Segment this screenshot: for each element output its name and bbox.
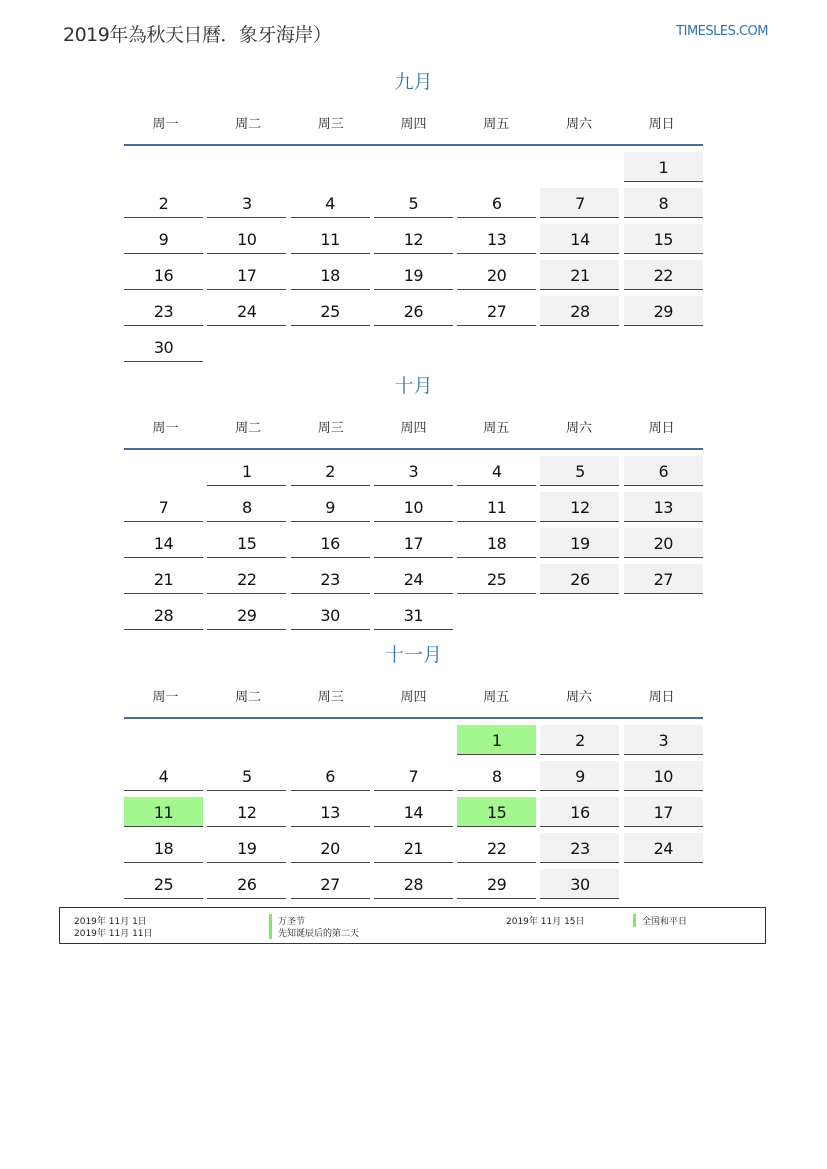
day-cell: 16 — [124, 260, 203, 290]
holiday-day-cell: 1 — [457, 725, 536, 755]
day-cell: 30 — [124, 332, 203, 362]
weekend-day-cell: 24 — [624, 833, 703, 863]
day-cell: 12 — [207, 797, 286, 827]
day-cell: 1 — [207, 456, 286, 486]
weekend-day-cell: 15 — [624, 224, 703, 254]
legend-date: 2019年 11月 1日 — [74, 917, 147, 927]
weekend-day-cell: 26 — [540, 564, 619, 594]
empty-day-cell — [457, 600, 536, 630]
weekday-header-row — [124, 404, 703, 450]
day-cell: 29 — [457, 869, 536, 899]
day-cell: 25 — [291, 296, 370, 326]
weekday-label: 周五 — [483, 420, 510, 436]
day-cell: 13 — [291, 797, 370, 827]
day-cell: 27 — [291, 869, 370, 899]
week-row — [124, 598, 703, 634]
weekday-label: 周六 — [565, 420, 592, 436]
day-cell: 18 — [124, 833, 203, 863]
empty-day-cell — [540, 332, 619, 362]
weekend-day-cell: 8 — [624, 188, 703, 218]
weeks — [124, 723, 703, 903]
empty-day-cell — [207, 332, 286, 362]
empty-day-cell — [207, 152, 286, 182]
day-cell: 15 — [207, 528, 286, 558]
day-cell: 31 — [374, 600, 453, 630]
month-block — [124, 374, 703, 634]
legend-date: 2019年 11月 11日 — [74, 929, 153, 939]
weekend-day-cell: 22 — [624, 260, 703, 290]
weekend-day-cell: 14 — [540, 224, 619, 254]
empty-day-cell — [291, 725, 370, 755]
weekday-label: 周二 — [235, 689, 262, 705]
weekend-day-cell: 30 — [540, 869, 619, 899]
legend-date: 2019年 11月 15日 — [506, 917, 585, 927]
weekend-day-cell: 28 — [540, 296, 619, 326]
weekend-day-cell: 1 — [624, 152, 703, 182]
day-cell: 9 — [291, 492, 370, 522]
day-cell: 25 — [457, 564, 536, 594]
week-row — [124, 186, 703, 222]
day-cell: 12 — [374, 224, 453, 254]
day-cell: 8 — [207, 492, 286, 522]
weekend-day-cell: 7 — [540, 188, 619, 218]
empty-day-cell — [291, 152, 370, 182]
day-cell: 21 — [124, 564, 203, 594]
week-row — [124, 723, 703, 759]
day-cell: 7 — [374, 761, 453, 791]
month-block — [124, 643, 703, 903]
legend-holiday-name: 万圣节 — [269, 914, 305, 927]
day-cell: 23 — [124, 296, 203, 326]
site-link[interactable]: TIMESLES.COM — [676, 24, 768, 39]
day-cell: 10 — [207, 224, 286, 254]
weekend-day-cell: 5 — [540, 456, 619, 486]
day-cell: 4 — [291, 188, 370, 218]
day-cell: 18 — [291, 260, 370, 290]
weekday-label: 周五 — [483, 116, 510, 132]
day-cell: 26 — [374, 296, 453, 326]
empty-day-cell — [374, 152, 453, 182]
weekday-label: 周日 — [648, 689, 675, 705]
month-title: 九月 — [394, 71, 433, 93]
day-cell: 19 — [374, 260, 453, 290]
weekday-label: 周一 — [152, 420, 179, 436]
day-cell: 27 — [457, 296, 536, 326]
empty-day-cell — [374, 332, 453, 362]
week-row — [124, 795, 703, 831]
empty-day-cell — [540, 152, 619, 182]
weekday-label: 周日 — [648, 420, 675, 436]
month-title: 十月 — [394, 375, 433, 397]
week-row — [124, 454, 703, 490]
day-cell: 29 — [207, 600, 286, 630]
day-cell: 28 — [124, 600, 203, 630]
day-cell: 4 — [457, 456, 536, 486]
weekend-day-cell: 12 — [540, 492, 619, 522]
day-cell: 18 — [457, 528, 536, 558]
day-cell: 9 — [124, 224, 203, 254]
day-cell: 24 — [207, 296, 286, 326]
day-cell: 24 — [374, 564, 453, 594]
day-cell: 16 — [291, 528, 370, 558]
weekday-header-row — [124, 100, 703, 146]
week-row — [124, 258, 703, 294]
weekend-day-cell: 29 — [624, 296, 703, 326]
empty-day-cell — [540, 600, 619, 630]
week-row — [124, 526, 703, 562]
holiday-day-cell: 15 — [457, 797, 536, 827]
weekend-day-cell: 21 — [540, 260, 619, 290]
weekday-label: 周四 — [400, 116, 427, 132]
day-cell: 14 — [374, 797, 453, 827]
empty-day-cell — [124, 152, 203, 182]
empty-day-cell — [457, 332, 536, 362]
day-cell: 22 — [207, 564, 286, 594]
weekend-day-cell: 10 — [624, 761, 703, 791]
weekend-day-cell: 16 — [540, 797, 619, 827]
day-cell: 5 — [374, 188, 453, 218]
empty-day-cell — [457, 152, 536, 182]
empty-day-cell — [291, 332, 370, 362]
weekday-label: 周五 — [483, 689, 510, 705]
month-title: 十一月 — [384, 644, 442, 666]
day-cell: 6 — [457, 188, 536, 218]
day-cell: 30 — [291, 600, 370, 630]
weekday-label: 周三 — [317, 116, 344, 132]
week-row — [124, 867, 703, 903]
day-cell: 28 — [374, 869, 453, 899]
empty-day-cell — [124, 725, 203, 755]
day-cell: 11 — [457, 492, 536, 522]
month-block — [124, 70, 703, 366]
day-cell: 23 — [291, 564, 370, 594]
week-row — [124, 222, 703, 258]
empty-day-cell — [624, 600, 703, 630]
empty-day-cell — [624, 332, 703, 362]
day-cell: 26 — [207, 869, 286, 899]
week-row — [124, 294, 703, 330]
day-cell: 11 — [291, 224, 370, 254]
weekday-label: 周三 — [317, 689, 344, 705]
day-cell: 2 — [124, 188, 203, 218]
day-cell: 3 — [207, 188, 286, 218]
empty-day-cell — [207, 725, 286, 755]
week-row — [124, 759, 703, 795]
legend-holiday-name: 全国和平日 — [633, 914, 687, 927]
weekend-day-cell: 20 — [624, 528, 703, 558]
day-cell: 20 — [291, 833, 370, 863]
day-cell: 22 — [457, 833, 536, 863]
day-cell: 25 — [124, 869, 203, 899]
weekday-label: 周一 — [152, 116, 179, 132]
weeks — [124, 150, 703, 366]
day-cell: 3 — [374, 456, 453, 486]
day-cell: 10 — [374, 492, 453, 522]
weekend-day-cell: 19 — [540, 528, 619, 558]
weekend-day-cell: 23 — [540, 833, 619, 863]
weekend-day-cell: 13 — [624, 492, 703, 522]
holiday-legend — [59, 907, 766, 944]
weekday-label: 周三 — [317, 420, 344, 436]
weekend-day-cell: 9 — [540, 761, 619, 791]
weekday-label: 周二 — [235, 116, 262, 132]
week-row — [124, 150, 703, 186]
day-cell: 6 — [291, 761, 370, 791]
weekday-label: 周二 — [235, 420, 262, 436]
weekday-label: 周六 — [565, 689, 592, 705]
page-title: 2019年為秋天日曆．象牙海岸） — [63, 24, 332, 46]
weeks — [124, 454, 703, 634]
weekday-label: 周四 — [400, 689, 427, 705]
weekday-label: 周一 — [152, 689, 179, 705]
weekend-day-cell: 6 — [624, 456, 703, 486]
day-cell: 19 — [207, 833, 286, 863]
week-row — [124, 831, 703, 867]
week-row — [124, 490, 703, 526]
day-cell: 5 — [207, 761, 286, 791]
day-cell: 17 — [374, 528, 453, 558]
day-cell: 13 — [457, 224, 536, 254]
day-cell: 2 — [291, 456, 370, 486]
weekday-header-row — [124, 673, 703, 719]
empty-day-cell — [374, 725, 453, 755]
empty-day-cell — [124, 456, 203, 486]
day-cell: 7 — [124, 492, 203, 522]
day-cell: 17 — [207, 260, 286, 290]
day-cell: 21 — [374, 833, 453, 863]
empty-day-cell — [624, 869, 703, 899]
weekday-label: 周日 — [648, 116, 675, 132]
weekend-day-cell: 27 — [624, 564, 703, 594]
weekend-day-cell: 2 — [540, 725, 619, 755]
weekday-label: 周四 — [400, 420, 427, 436]
day-cell: 8 — [457, 761, 536, 791]
week-row — [124, 330, 703, 366]
weekday-label: 周六 — [565, 116, 592, 132]
holiday-day-cell: 11 — [124, 797, 203, 827]
legend-holiday-name: 先知诞辰后的第二天 — [269, 926, 359, 939]
weekend-day-cell: 17 — [624, 797, 703, 827]
week-row — [124, 562, 703, 598]
day-cell: 14 — [124, 528, 203, 558]
day-cell: 4 — [124, 761, 203, 791]
day-cell: 20 — [457, 260, 536, 290]
weekend-day-cell: 3 — [624, 725, 703, 755]
